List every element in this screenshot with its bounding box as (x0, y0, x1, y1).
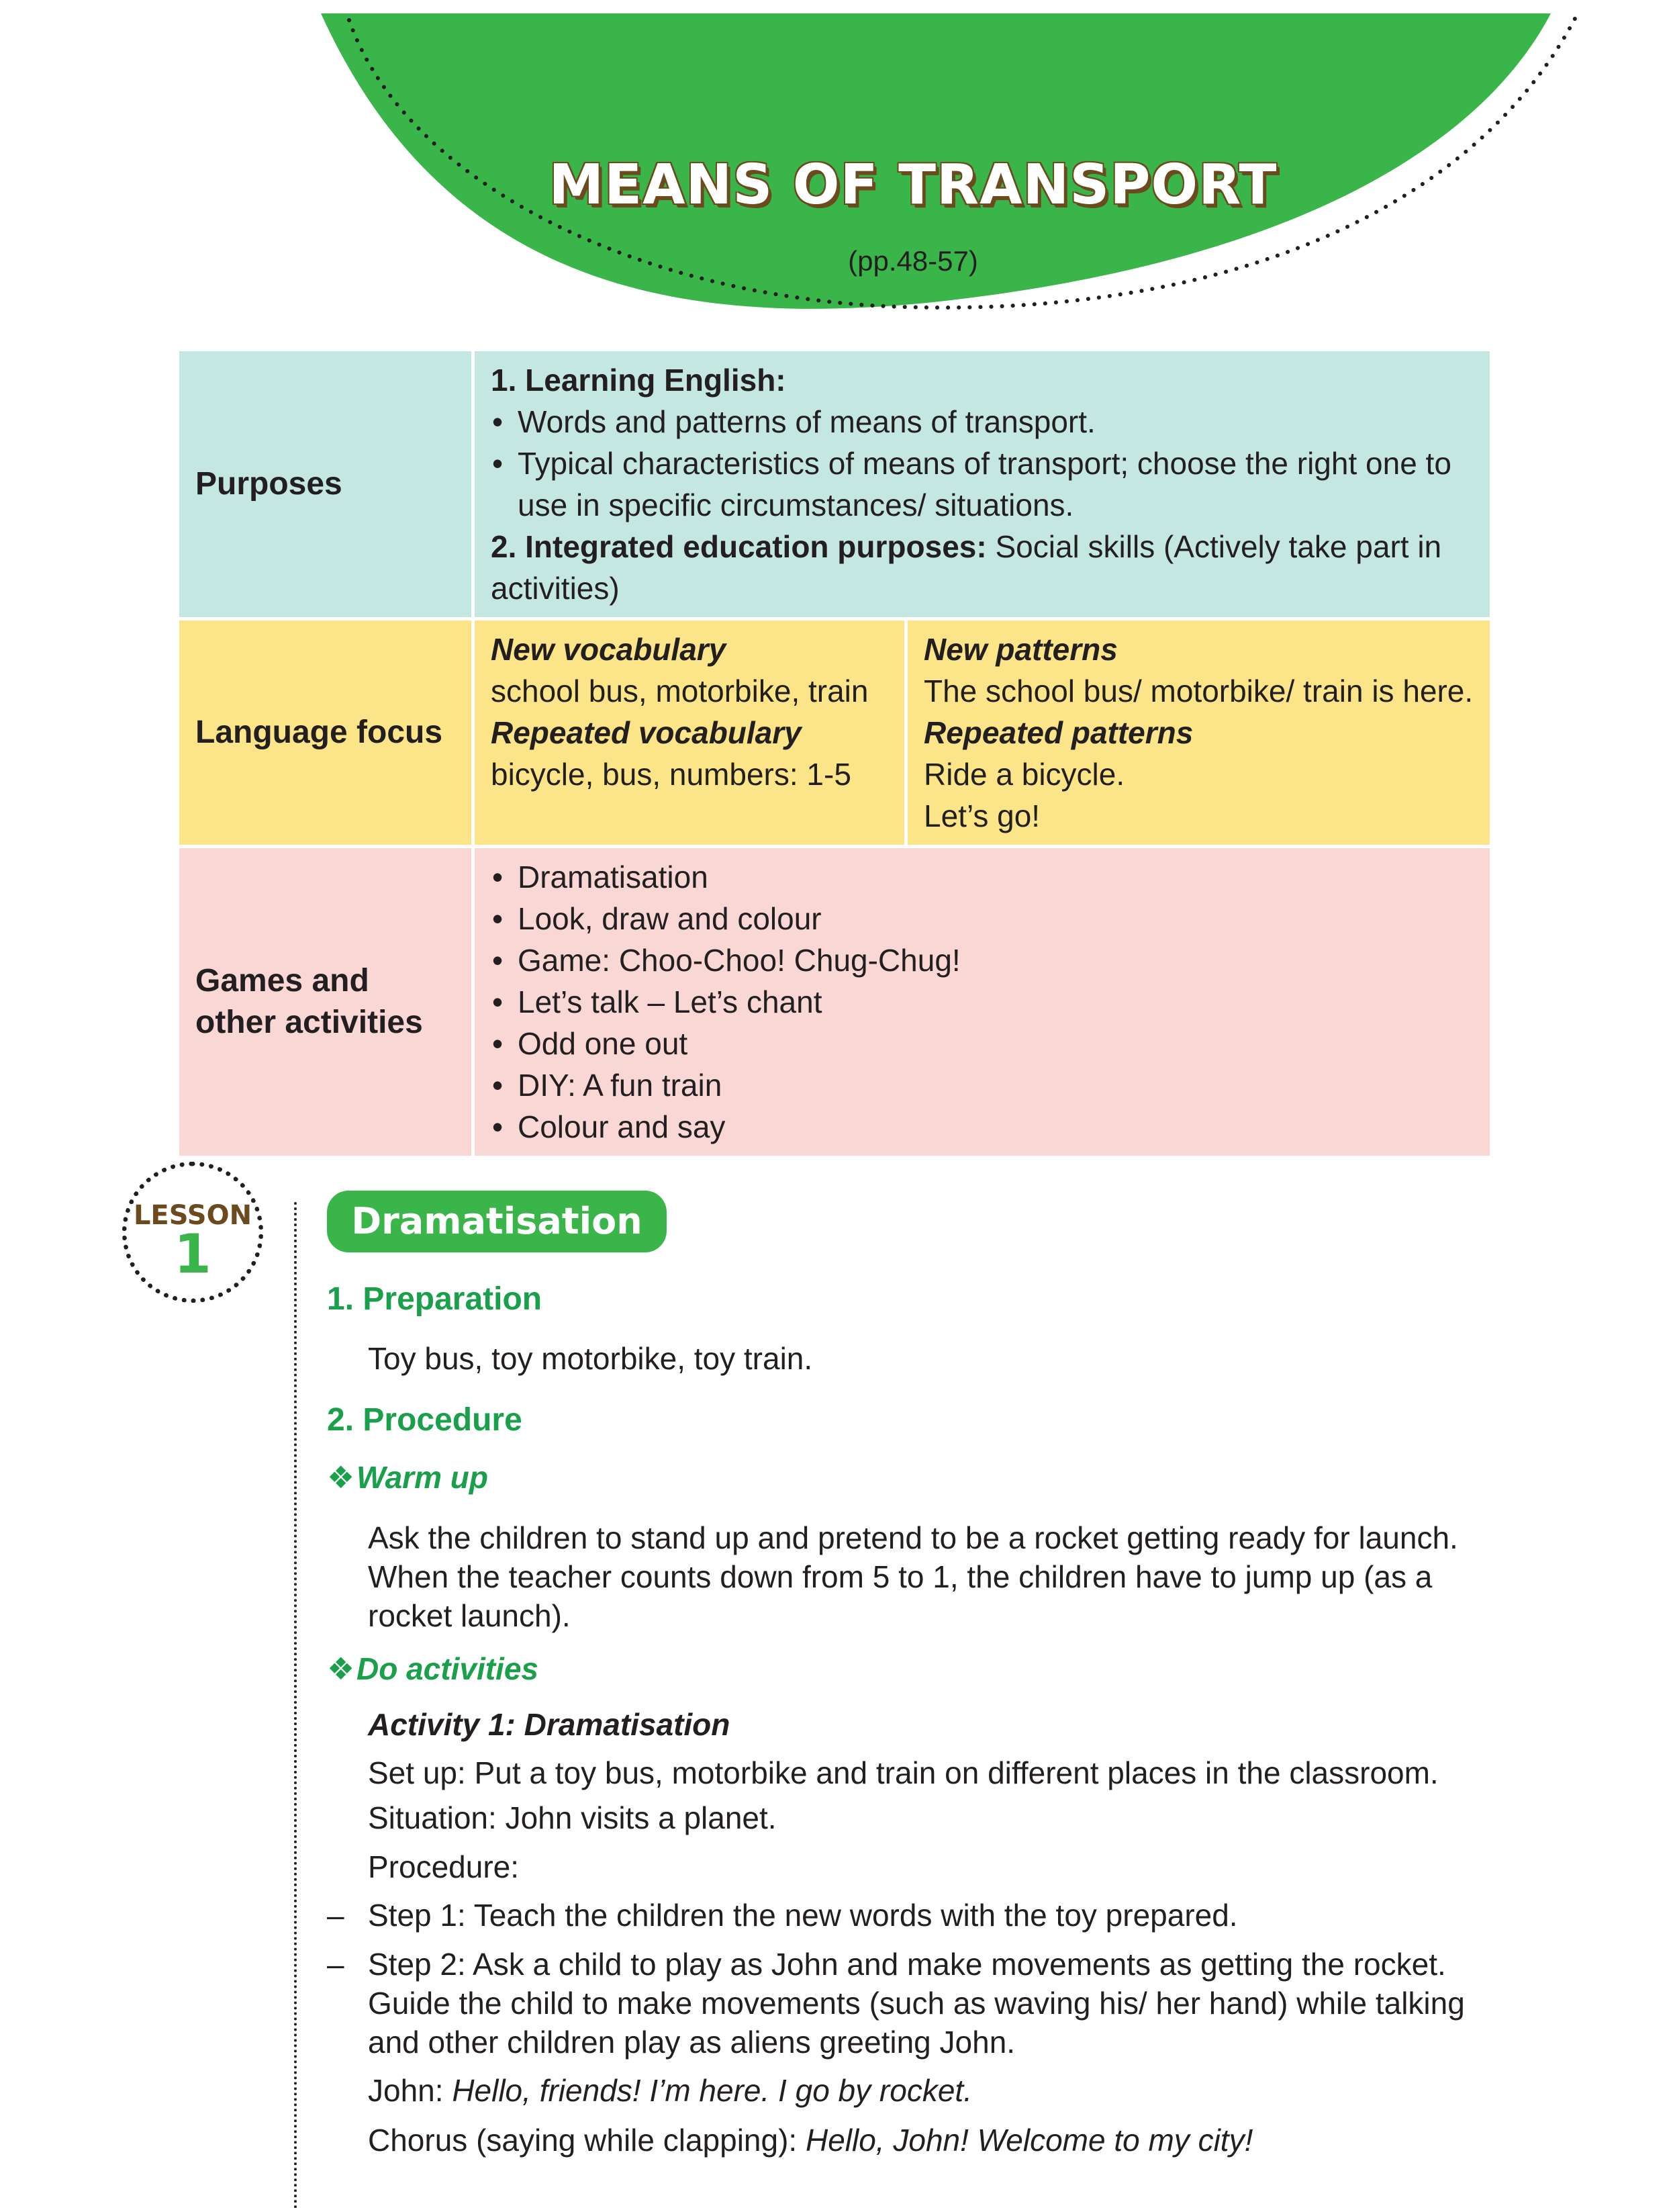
learning-heading: 1. Learning English: (491, 363, 786, 398)
row-purposes (178, 350, 1492, 619)
games-item: • Look, draw and colour (491, 898, 1474, 939)
procedure-heading: 2. Procedure (327, 1402, 522, 1438)
learning-item: • Words and patterns of means of transport. (491, 401, 1474, 443)
warmup-heading-row (327, 1457, 488, 1497)
purposes-content (473, 350, 1492, 619)
warmup-heading: Warm up (356, 1460, 488, 1495)
new-vocab: school bus, motorbike, train (491, 674, 869, 708)
chorus-dialogue: Hello, John! Welcome to my city! (805, 2123, 1253, 2158)
activity-title: Activity 1: Dramatisation (368, 1707, 730, 1742)
games-list (491, 856, 1474, 1148)
john-line (368, 2070, 972, 2111)
john-dialogue: Hello, friends! I’m here. I go by rocket. (452, 2073, 972, 2108)
repeated-vocab: bicycle, bus, numbers: 1-5 (491, 757, 851, 792)
language-focus-label: Language focus (178, 619, 473, 847)
vocabulary-cell (473, 619, 906, 847)
step-2-line: Guide the child to make movements (such as waving his/ her hand) while talking (368, 1986, 1465, 2021)
patterns-cell (906, 619, 1492, 847)
lesson-number: 1 (174, 1223, 211, 1285)
repeated-vocab-heading: Repeated vocabulary (491, 715, 802, 750)
lesson-badge (122, 1162, 263, 1303)
games-item: • Dramatisation (491, 856, 1474, 898)
step-1: Step 1: Teach the children the new words with the toy prepared. (368, 1898, 1238, 1933)
games-item: • Colour and say (491, 1106, 1474, 1148)
diamond-bullet-icon: ❖ (327, 1651, 355, 1686)
repeated-patterns-heading: Repeated patterns (924, 715, 1194, 750)
john-label: John: (368, 2073, 452, 2108)
repeated-pattern: Let’s go! (924, 798, 1041, 833)
setup-text: Set up: Put a toy bus, motorbike and train on different places in the classroom. (368, 1755, 1439, 1790)
vertical-dotted-divider (294, 1202, 297, 2209)
integrated-heading: 2. Integrated education purposes: (491, 529, 987, 564)
new-patterns-heading: New patterns (924, 632, 1118, 667)
integrated-text: Social skills (Actively take part in activities) (491, 529, 1442, 606)
games-label: Games and other activities (178, 847, 473, 1158)
procedure-label: Procedure: (368, 1849, 520, 1884)
row-games (178, 847, 1492, 1158)
purposes-label: Purposes (178, 350, 473, 619)
row-language-focus (178, 619, 1492, 847)
warmup-line: When the teacher counts down from 5 to 1, the children have to jump up (as a (368, 1559, 1433, 1594)
section-title-pill: Dramatisation (327, 1191, 667, 1252)
integrated-purposes (491, 526, 1474, 609)
games-item: • Game: Choo-Choo! Chug-Chug! (491, 939, 1474, 981)
repeated-pattern: Ride a bicycle. (924, 757, 1125, 792)
dash-bullet: – (327, 1898, 344, 1933)
step-2-line: and other children play as aliens greeting John. (368, 2025, 1016, 2060)
learning-item: • Typical characteristics of means of transport; choose the right one to use in specific circumstances/ situations. (491, 443, 1474, 526)
dash-bullet: – (327, 1947, 344, 1982)
games-content (473, 847, 1492, 1158)
diamond-bullet-icon: ❖ (327, 1460, 355, 1495)
chorus-label: Chorus (saying while clapping): (368, 2123, 806, 2158)
preparation-text: Toy bus, toy motorbike, toy train. (368, 1341, 813, 1376)
warmup-line: Ask the children to stand up and pretend to be a rocket getting ready for launch. (368, 1520, 1458, 1555)
games-item: • DIY: A fun train (491, 1064, 1474, 1106)
warmup-line: rocket launch). (368, 1598, 571, 1633)
overview-table (176, 348, 1493, 1159)
step-2-line: Step 2: Ask a child to play as John and make movements as getting the rocket. (368, 1947, 1446, 1982)
lesson-word: LESSON (133, 1200, 252, 1231)
unit-title: MEANS OF TRANSPORT (548, 153, 1278, 217)
do-activities-heading-row (327, 1649, 538, 1689)
situation-text: Situation: John visits a planet. (368, 1800, 777, 1835)
unit-pages: (pp.48-57) (848, 245, 978, 277)
do-activities-heading: Do activities (356, 1651, 538, 1686)
chorus-line (368, 2120, 1253, 2160)
learning-list (491, 401, 1474, 526)
new-patterns: The school bus/ motorbike/ train is here. (924, 674, 1474, 708)
new-vocab-heading: New vocabulary (491, 632, 726, 667)
preparation-heading: 1. Preparation (327, 1281, 542, 1317)
games-item: • Let’s talk – Let’s chant (491, 981, 1474, 1023)
games-item: • Odd one out (491, 1023, 1474, 1064)
